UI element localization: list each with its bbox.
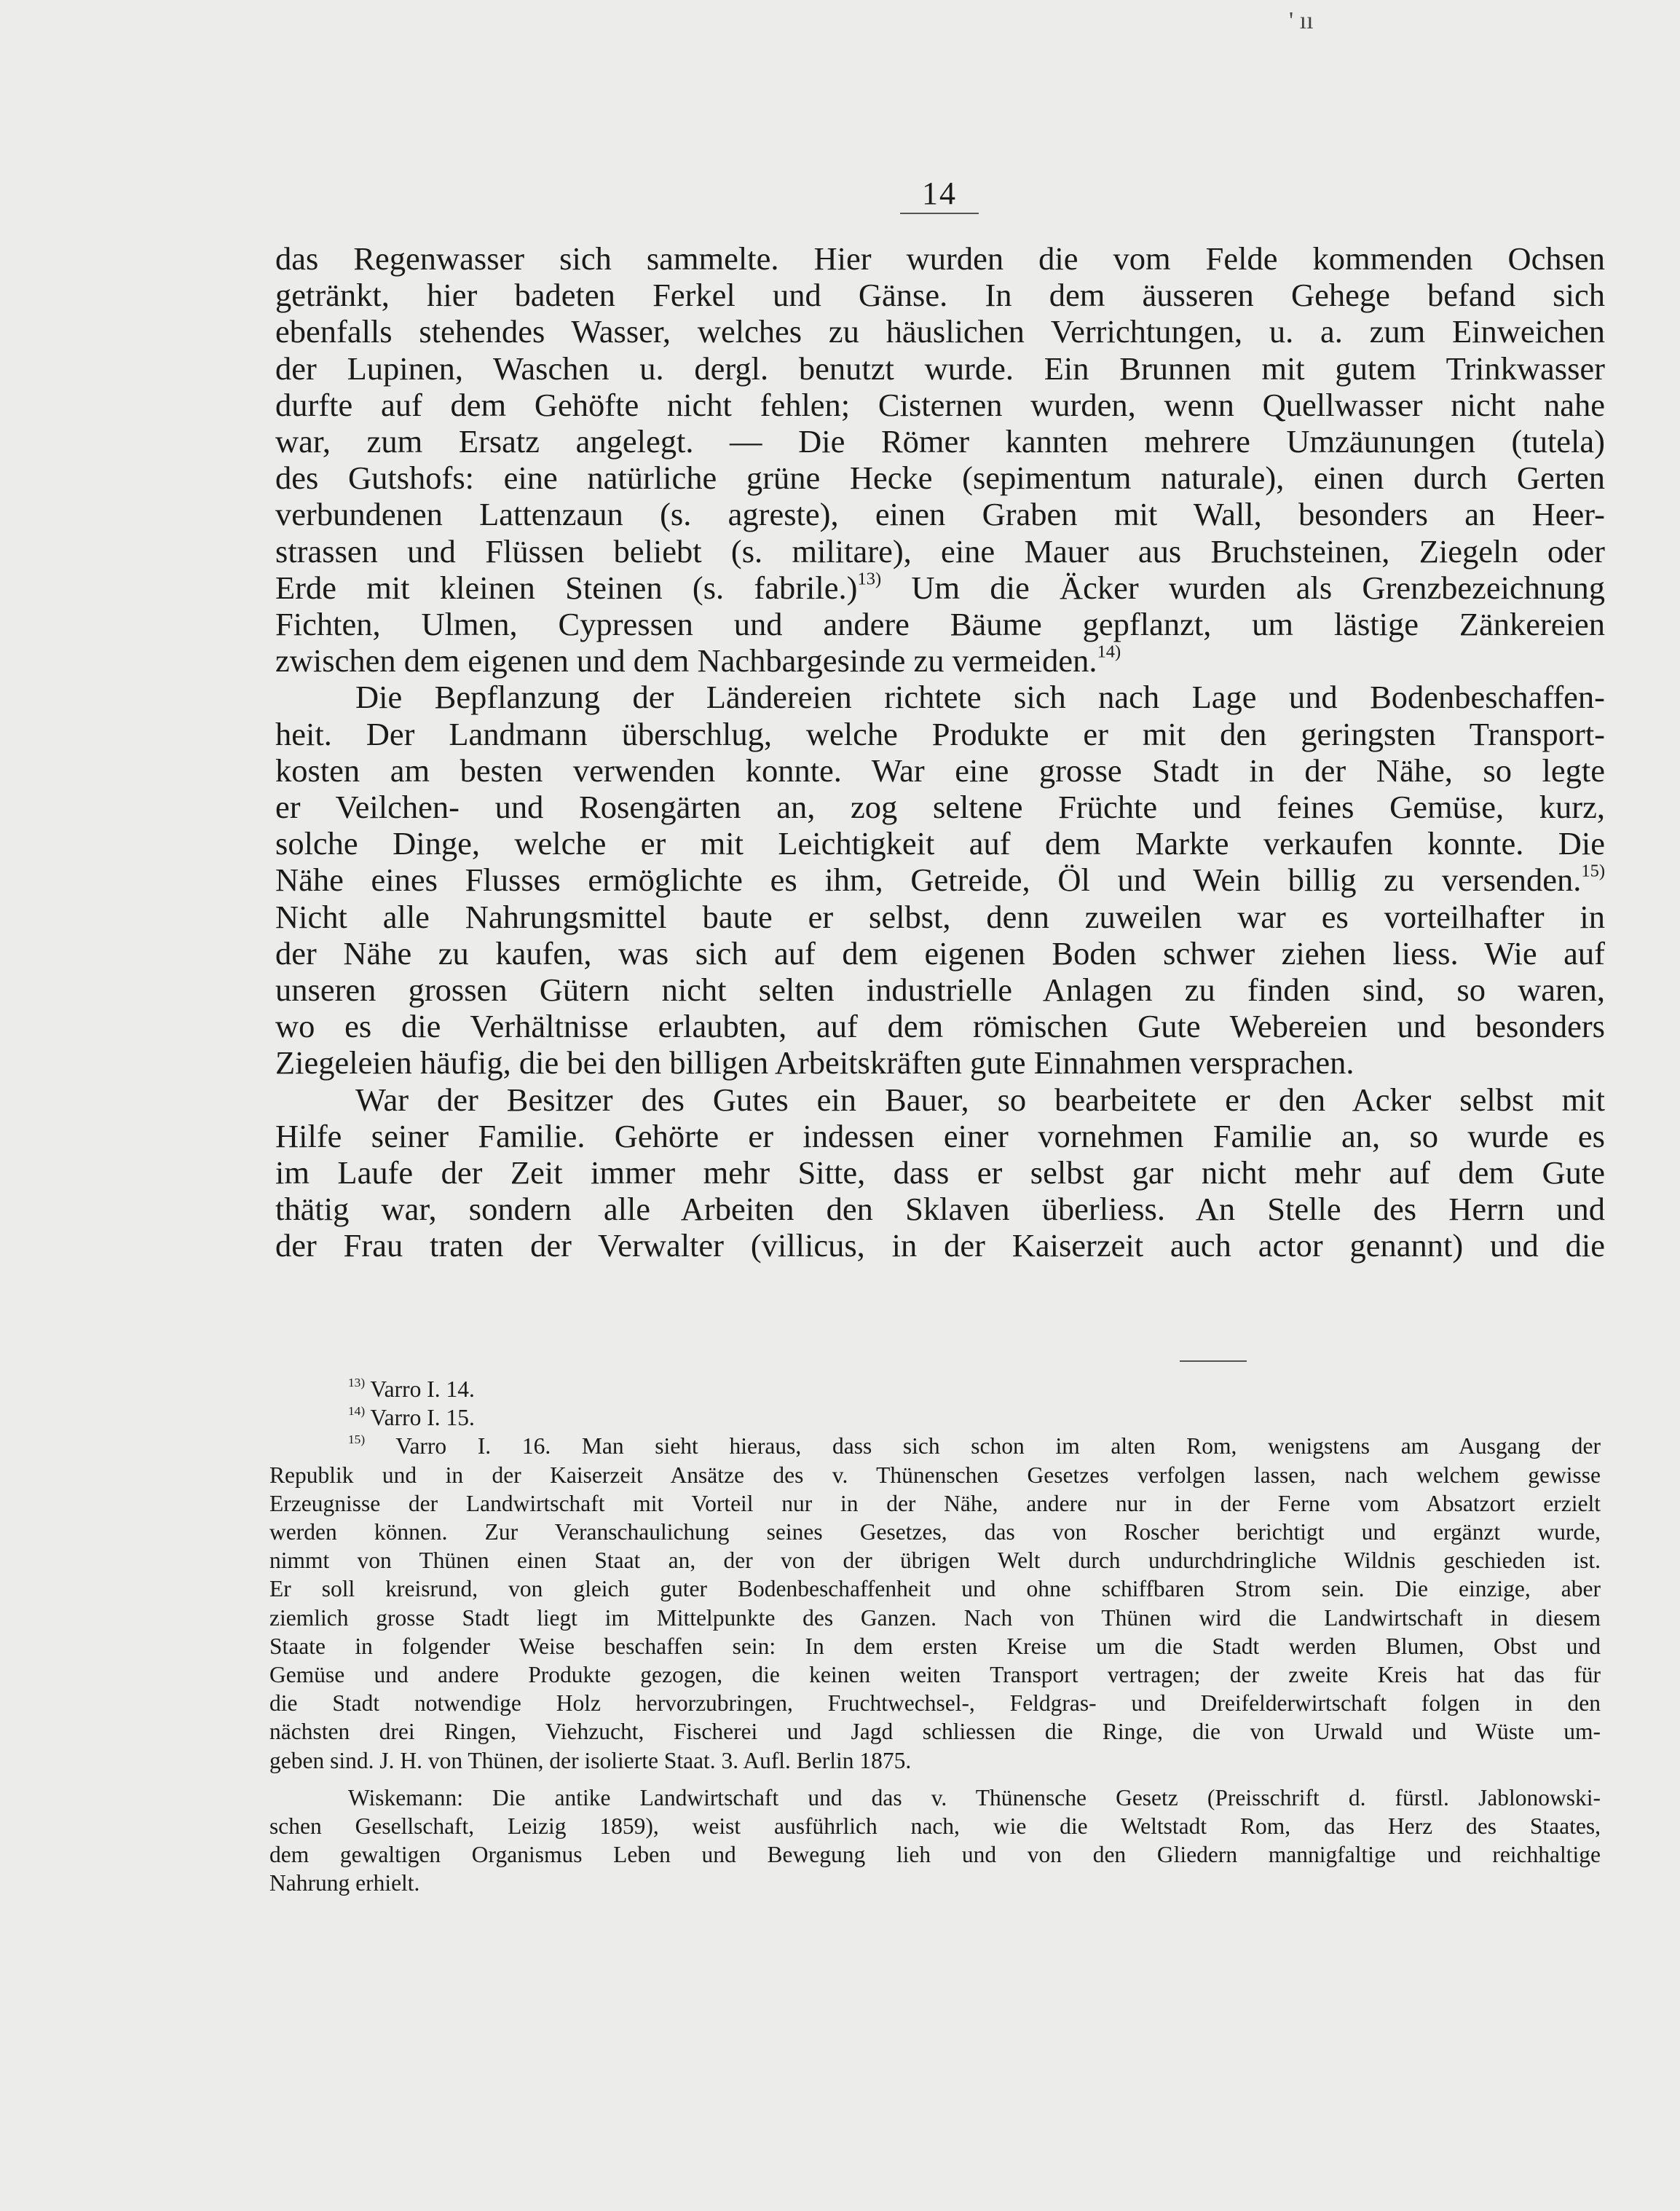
footnote-marker: 14) — [348, 1404, 366, 1419]
text-segment: Um die Äcker wurden als Grenzbezeichnung — [911, 569, 1606, 606]
text-line — [275, 570, 1605, 606]
footnote-line: Wiskemann: Die antike Landwirtschaft und das v. Thünensche Gesetz (Preisschrift d. fürstl. Jablonowski- — [348, 1784, 1601, 1810]
paragraph-2 — [275, 679, 1605, 1081]
text-line: thätig war, sondern alle Arbeiten den Sklaven überliess. An Stelle des Herrn und — [275, 1191, 1605, 1228]
footnote-line: Erzeugnisse der Landwirtschaft mit Vorteil nur in der Nähe, andere nur in der Ferne vom Absatzort erzielt — [269, 1490, 1601, 1516]
text-line — [275, 642, 1605, 679]
text-line: Nicht alle Nahrungsmittel baute er selbst, denn zuweilen war es vorteilhafter in — [275, 898, 1605, 935]
text-line: Hilfe seiner Familie. Gehörte er indessen einer vornehmen Familie an, so wurde es — [275, 1117, 1605, 1154]
text-line: kosten am besten verwenden konnte. War eine grosse Stadt in der Nähe, so legte — [275, 752, 1605, 789]
text-line — [275, 862, 1605, 898]
text-line: der Lupinen, Waschen u. dergl. benutzt wurde. Ein Brunnen mit gutem Trinkwasser — [275, 350, 1605, 387]
text-line: der Frau traten der Verwalter (villicus, in der Kaiserzeit auch actor genannt) und die — [275, 1227, 1605, 1264]
text-line: der Nähe zu kaufen, was sich auf dem eigenen Boden schwer ziehen liess. Wie auf — [275, 934, 1605, 972]
text-line: Fichten, Ulmen, Cypressen und andere Bäume gepflanzt, um lästige Zänkereien — [275, 606, 1605, 643]
text-line: heit. Der Landmann überschlug, welche Produkte er mit den geringsten Transport- — [275, 715, 1605, 752]
footnote-14 — [269, 1403, 1601, 1432]
footnote-marker: 15) — [348, 1432, 366, 1447]
footnote-separator — [1180, 1360, 1247, 1362]
footnote-line: nächsten drei Ringen, Viehzucht, Fischerei und Jagd schliessen die Ringe, die von Urwald und Wüste um- — [269, 1719, 1601, 1745]
footnote-line: ziemlich grosse Stadt liegt im Mittelpunkte des Ganzen. Nach von Thünen wird die Landwirtschaft in diesem — [269, 1604, 1601, 1631]
footnote-ref-13[interactable]: 13) — [857, 569, 882, 589]
text-line: strassen und Flüssen beliebt (s. militare), eine Mauer aus Bruchsteinen, Ziegeln oder — [275, 532, 1605, 570]
footnote-15 — [269, 1432, 1601, 1897]
text-line: das Regenwasser sich sammelte. Hier wurden die vom Felde kommenden Ochsen — [275, 240, 1605, 277]
paragraph-3 — [275, 1081, 1605, 1264]
footnote-line: schen Gesellschaft, Leizig 1859), weist ausführlich nach, wie die Weltstadt Rom, das Herz des Staates, — [269, 1813, 1601, 1840]
text-line: War der Besitzer des Gutes ein Bauer, so bearbeitete er den Acker selbst mit — [355, 1081, 1605, 1118]
text-line: verbundenen Lattenzaun (s. agreste), einen Graben mit Wall, besonders an Heer- — [275, 496, 1605, 533]
text-line: Ziegeleien häufig, die bei den billigen Arbeitskräften gute Einnahmen versprachen. — [275, 1044, 1354, 1081]
corner-mark: ' ıı — [1289, 7, 1314, 34]
text-line: des Gutshofs: eine natürliche grüne Hecke (sepimentum naturale), einen durch Gerten — [275, 460, 1605, 497]
footnote-line: Nahrung erhielt. — [269, 1870, 420, 1896]
page-number-rule — [900, 213, 979, 214]
text-line: wo es die Verhältnisse erlaubten, auf dem römischen Gute Webereien und besonders — [275, 1008, 1605, 1045]
footnote-gap — [269, 1775, 1601, 1784]
footnote-text: Varro I. 15. — [370, 1405, 475, 1431]
paragraph-1 — [275, 240, 1605, 679]
footnote-line: Republik und in der Kaiserzeit Ansätze des v. Thünenschen Gesetzes verfolgen lassen, nach welchem gewisse — [269, 1462, 1601, 1488]
footnote-line — [269, 1432, 1601, 1460]
text-line: durfte auf dem Gehöfte nicht fehlen; Cisternen wurden, wenn Quellwasser nicht nahe — [275, 386, 1605, 423]
text-line: solche Dinge, welche er mit Leichtigkeit auf dem Markte verkaufen konnte. Die — [275, 825, 1605, 862]
text-line: unseren grossen Gütern nicht selten industrielle Anlagen zu finden sind, so waren, — [275, 972, 1605, 1009]
footnote-line: Gemüse und andere Produkte gezogen, die keinen weiten Transport vertragen; der zweite Kreis hat das für — [269, 1662, 1601, 1688]
footnote-line: dem gewaltigen Organismus Leben und Bewegung lieh und von den Gliedern mannigfaltige und reichhaltige — [269, 1842, 1601, 1868]
text-line: Die Bepflanzung der Ländereien richtete sich nach Lage und Bodenbeschaffen- — [355, 679, 1605, 716]
footnote-marker: 13) — [348, 1376, 366, 1390]
footnote-line: die Stadt notwendige Holz hervorzubringen, Fruchtwechsel-, Feldgras- und Dreifelderwirtschaft folgen in den — [269, 1690, 1601, 1717]
page-number: 14 — [922, 176, 957, 211]
text-segment: zwischen dem eigenen und dem Nachbargesinde zu vermeiden. — [275, 642, 1097, 679]
text-segment: Nähe eines Flusses ermöglichte es ihm, Getreide, Öl und Wein billig zu versenden. — [275, 862, 1582, 899]
footnote-text: Varro I. 14. — [370, 1376, 475, 1402]
footnote-line: nimmt von Thünen einen Staat an, der von der übrigen Welt durch undurchdringliche Wildnis geschieden ist. — [269, 1548, 1601, 1574]
text-line: ebenfalls stehendes Wasser, welches zu häuslichen Verrichtungen, u. a. zum Einweichen — [275, 313, 1605, 350]
footnote-line: werden können. Zur Veranschaulichung seines Gesetzes, das von Roscher berichtigt und ergänzt wurde, — [269, 1519, 1601, 1545]
footnote-13 — [269, 1375, 1601, 1403]
footnote-ref-14[interactable]: 14) — [1097, 642, 1121, 662]
footnote-line: Er soll kreisrund, von gleich guter Bodenbeschaffenheit und ohne schiffbaren Strom sein. Die einzige, aber — [269, 1576, 1601, 1602]
text-segment: Erde mit kleinen Steinen (s. fabrile.) — [275, 569, 858, 606]
text-line: im Laufe der Zeit immer mehr Sitte, dass er selbst gar nicht mehr auf dem Gute — [275, 1154, 1605, 1191]
footnotes — [269, 1375, 1601, 1898]
footnote-text: Varro I. 16. Man sieht hieraus, dass sich schon im alten Rom, wenigstens am Ausgang der — [395, 1433, 1601, 1459]
text-line: getränkt, hier badeten Ferkel und Gänse. In dem äusseren Gehege befand sich — [275, 277, 1605, 314]
footnote-line: geben sind. J. H. von Thünen, der isolierte Staat. 3. Aufl. Berlin 1875. — [269, 1747, 912, 1773]
footnote-ref-15[interactable]: 15) — [1581, 861, 1605, 881]
text-line: war, zum Ersatz angelegt. — Die Römer kannten mehrere Umzäunungen (tutela) — [275, 423, 1605, 460]
main-text — [275, 240, 1605, 1264]
footnote-line: Staate in folgender Weise beschaffen sein: In dem ersten Kreise um die Stadt werden Blumen, Obst und — [269, 1633, 1601, 1659]
text-line: er Veilchen- und Rosengärten an, zog seltene Früchte und feines Gemüse, kurz, — [275, 789, 1605, 826]
